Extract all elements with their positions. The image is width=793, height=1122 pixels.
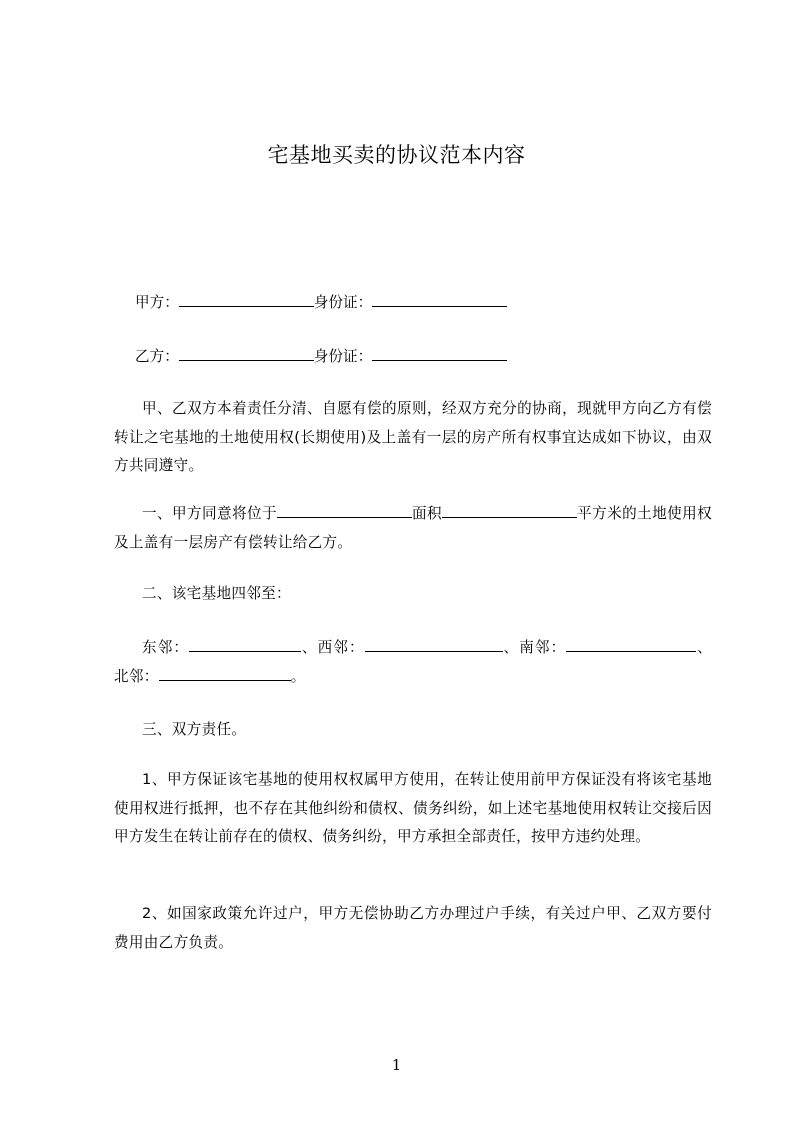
clause-2-heading: [114, 580, 712, 609]
intro-text: 甲、乙双方本着责任分清、自愿有偿的原则，经双方充分的协商，现就甲方向乙方有偿转让之宅基地的土地使用权(长期使用)及上盖有一层的房产所有权事宜达成如下协议，由双方共同遵守。: [114, 400, 712, 474]
party-a-id-label: 身份证：: [313, 294, 373, 311]
clause-2-heading-text: 二、该宅基地四邻至：: [142, 585, 291, 602]
north-blank[interactable]: [159, 664, 291, 681]
party-b-name-blank[interactable]: [179, 344, 314, 361]
party-b-id-label: 身份证：: [313, 348, 373, 365]
clause-3-heading-text: 三、双方责任。: [142, 721, 247, 738]
neighbors-paragraph: [114, 634, 712, 691]
west-label: 、西邻：: [301, 639, 365, 656]
east-blank[interactable]: [189, 635, 301, 652]
clause-3-item-1: [114, 766, 712, 852]
party-a-id-blank[interactable]: [372, 290, 507, 307]
west-blank[interactable]: [365, 635, 503, 652]
item-2-text: 2、如国家政策允许过户，甲方无偿协助乙方办理过户手续，有关过户甲、乙双方要付费用由乙方负责。: [114, 905, 712, 951]
neighbors-end: 。: [290, 667, 306, 685]
document-title: 宅基地买卖的协议范本内容: [267, 143, 526, 167]
item-1-text: 1、甲方保证该宅基地的使用权权属甲方使用，在转让使用前甲方保证没有将该宅基地使用权进行抵押，也不存在其他纠纷和债权、债务纠纷，如上述宅基地使用权转让交接后因甲方发生在转让前存在的债权、债务纠纷，甲方承担全部责任，按甲方违约处理。: [114, 771, 712, 845]
page-number: 1: [391, 1056, 402, 1074]
area-blank[interactable]: [442, 501, 577, 518]
party-a-name-blank[interactable]: [179, 290, 314, 307]
party-b-id-blank[interactable]: [372, 344, 507, 361]
intro-paragraph: [114, 395, 712, 481]
north-label: 、北邻：: [114, 639, 712, 685]
party-b-label: 乙方：: [135, 348, 179, 365]
clause-1-part-c: 平方米的土地使用权及上盖有一层房产有偿转让给乙方。: [114, 505, 712, 551]
party-b-line: [135, 344, 507, 367]
clause-1-part-b: 面积: [411, 505, 443, 522]
south-label: 、南邻：: [502, 639, 567, 656]
clause-1: [114, 500, 712, 557]
clause-1-part-a: 一、甲方同意将位于: [142, 505, 277, 522]
south-blank[interactable]: [566, 635, 696, 652]
clause-3-heading: [114, 716, 712, 745]
location-blank[interactable]: [277, 501, 412, 518]
east-label: 东邻：: [142, 639, 190, 656]
clause-3-item-2: [114, 900, 712, 957]
party-a-line: [135, 290, 507, 313]
party-a-label: 甲方：: [135, 294, 179, 311]
